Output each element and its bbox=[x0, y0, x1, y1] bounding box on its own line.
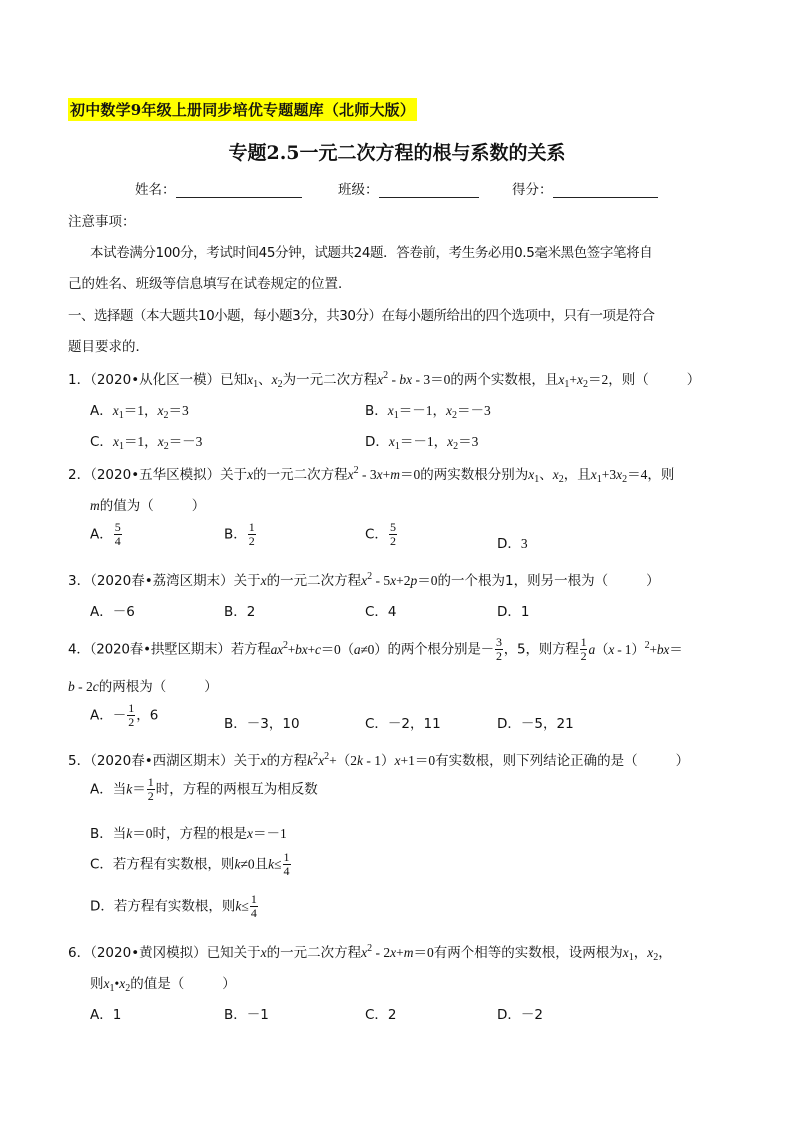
question-1-option-b[interactable]: B．$x_1=-1$，$x_2=-3$ bbox=[365, 403, 491, 421]
name-label: 姓名： bbox=[135, 182, 176, 198]
question-5-option-c[interactable]: C．若方程有实数根，则k≠0且k≤ $\frac{1}{4}$ bbox=[90, 850, 290, 878]
class-field[interactable] bbox=[338, 178, 479, 198]
score-field[interactable] bbox=[512, 178, 658, 198]
question-4-stem: 4．（2020春•拱墅区期末）若方程$ax^2+bx+c=0(a\ne 0)$的两个根分别是－ $\frac{3}{2}$ ，5，则方程 $\frac{1}{2}$ a（x - 1）$^2$+bx＝ bbox=[68, 635, 683, 663]
question-4-option-c[interactable]: C．－2，11 bbox=[365, 716, 441, 732]
question-6-option-b[interactable]: B．－1 bbox=[224, 1007, 269, 1023]
score-underline[interactable] bbox=[553, 183, 658, 198]
question-6-option-d[interactable]: D．－2 bbox=[497, 1007, 543, 1023]
section-heading-line-1: 一、选择题（本大题共10小题，每小题3分，共30分）在每小题所给出的四个选项中，只有一项是符合 bbox=[68, 308, 655, 324]
name-underline[interactable] bbox=[176, 183, 302, 198]
question-6-option-a[interactable]: A．1 bbox=[90, 1007, 122, 1023]
score-label: 得分： bbox=[512, 182, 553, 198]
question-1-option-a[interactable]: A．$x_1=1$，$x_2=3$ bbox=[90, 403, 189, 421]
question-6-stem: 6．（2020•黄冈模拟）已知关于x的一元二次方程$x^2 - 2x+m=0$有两个相等的实数根，设两根为$x_1$，$x_2$， bbox=[68, 943, 672, 963]
series-tag: 初中数学9年级上册同步培优专题题库（北师大版） bbox=[68, 98, 417, 121]
page-title: 专题2.5一元二次方程的根与系数的关系 bbox=[228, 142, 566, 164]
question-3-option-c[interactable]: C．4 bbox=[365, 604, 397, 620]
question-2-option-a[interactable]: A． $\frac{5}{4}$ bbox=[90, 520, 121, 548]
class-label: 班级： bbox=[338, 182, 379, 198]
notice-heading: 注意事项： bbox=[68, 214, 136, 230]
class-underline[interactable] bbox=[379, 183, 479, 198]
question-5-stem: 5．（2020春•西湖区期末）关于x的方程$k^2x^2+(2k - 1)x+1=0$有实数根，则下列结论正确的是（ ） bbox=[68, 751, 690, 769]
notice-line-1: 本试卷满分100分，考试时间45分钟，试题共24题．答卷前，考生务必用0.5毫米黑色签字笔将自 bbox=[90, 245, 653, 261]
notice-line-2: 己的姓名、班级等信息填写在试卷规定的位置． bbox=[68, 276, 352, 292]
question-5-option-b[interactable]: B．当k＝0时，方程的根是x＝－1 bbox=[90, 826, 287, 842]
question-3-option-a[interactable]: A．－6 bbox=[90, 604, 135, 620]
question-4-stem-cont: b - 2c的两根为（ ） bbox=[68, 679, 218, 695]
question-4-option-a[interactable]: A．－ $\frac{1}{2}$ ，6 bbox=[90, 701, 159, 729]
question-4-option-d[interactable]: D．－5，21 bbox=[497, 716, 574, 732]
question-5-option-d[interactable]: D．若方程有实数根，则k≤ $\frac{1}{4}$ bbox=[90, 892, 257, 920]
question-3-stem: 3．（2020春•荔湾区期末）关于x的一元二次方程$x^2 - 5x+2p=0$的一个根为1，则另一根为（ ） bbox=[68, 571, 660, 589]
question-5-option-a[interactable]: A．当k＝ $\frac{1}{2}$ 时，方程的两根互为相反数 bbox=[90, 775, 318, 803]
question-2-stem: 2．（2020•五华区模拟）关于x的一元二次方程$x^2 - 3x+m=0$的两实数根分别为$x_1$、$x_2$，且$x_1+3x_2=4$，则 bbox=[68, 465, 675, 485]
question-3-option-b[interactable]: B．2 bbox=[224, 604, 256, 620]
question-1-stem: 1．（2020•从化区一模）已知$x_1$、$x_2$为一元二次方程$x^2$ - bx - 3＝0的两个实数根，且$x_1+x_2=2$，则（ ） bbox=[68, 370, 701, 390]
question-2-option-d[interactable]: D．3 bbox=[497, 536, 528, 552]
question-2-option-c[interactable]: C． $\frac{5}{2}$ bbox=[365, 520, 396, 548]
question-1-option-c[interactable]: C．$x_1=1$，$x_2=-3$ bbox=[90, 434, 203, 452]
question-1-option-d[interactable]: D．$x_1=-1$，$x_2=3$ bbox=[365, 434, 479, 452]
question-6-option-c[interactable]: C．2 bbox=[365, 1007, 397, 1023]
question-4-option-b[interactable]: B．－3，10 bbox=[224, 716, 300, 732]
question-2-stem-cont: m的值为（ ） bbox=[90, 498, 206, 514]
question-3-option-d[interactable]: D．1 bbox=[497, 604, 530, 620]
name-field[interactable] bbox=[135, 178, 302, 198]
question-2-option-b[interactable]: B． $\frac{1}{2}$ bbox=[224, 520, 255, 548]
question-6-stem-cont: 则$x_1•x_2$的值是（ ） bbox=[90, 976, 236, 994]
section-heading-line-2: 题目要求的． bbox=[68, 339, 149, 355]
